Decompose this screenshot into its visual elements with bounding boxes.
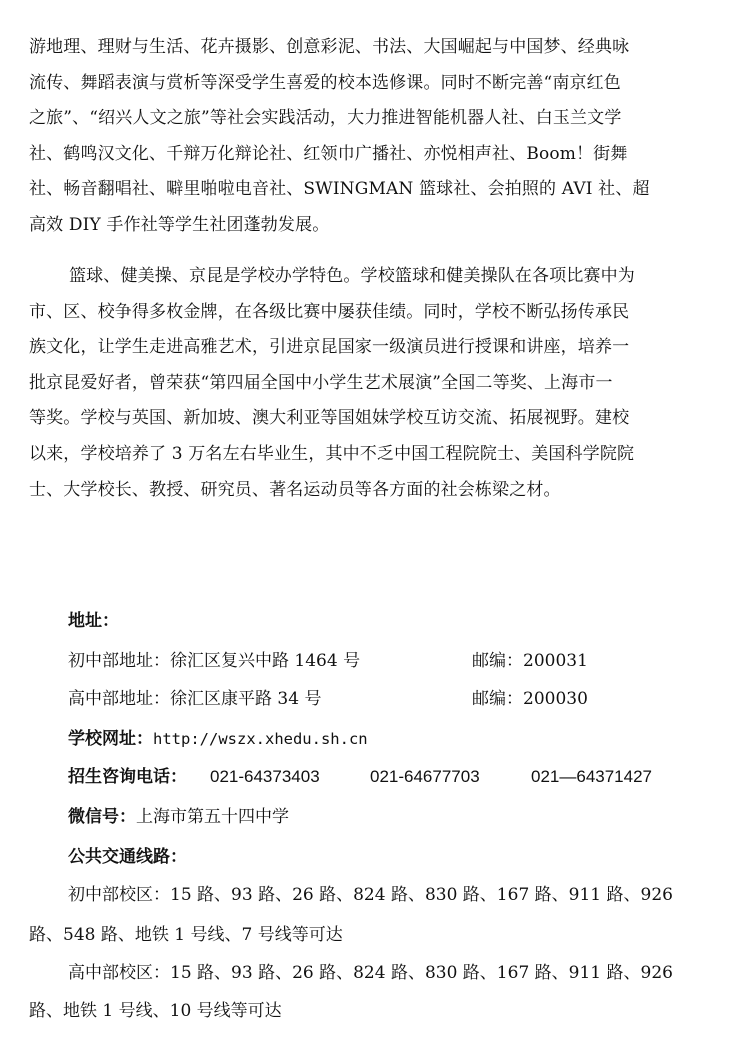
junior-transit-line: 初中部校区：15 路、93 路、26 路、824 路、830 路、167 路、911 路、926 <box>68 885 673 905</box>
phone-row <box>68 763 187 791</box>
paragraph-line: 市、区、校争得多枚金牌，在各级比赛中屡获佳绩。同时，学校不断弘扬传承民 <box>29 301 630 322</box>
wechat-row <box>68 803 289 831</box>
phone-label: 招生咨询电话： <box>68 767 187 787</box>
paragraph-line: 族文化，让学生走进高雅艺术，引进京昆国家一级演员进行授课和讲座，培养一 <box>29 337 630 358</box>
paragraph-line: 士、大学校长、教授、研究员、著名运动员等各方面的社会栋梁之材。 <box>29 479 561 500</box>
transit-heading: 公共交通线路： <box>68 847 187 867</box>
wechat-value: 上海市第五十四中学 <box>136 807 289 827</box>
paragraph-features <box>29 259 723 508</box>
senior-transit-line: 高中部校区：15 路、93 路、26 路、824 路、830 路、167 路、911 路、926 <box>68 963 673 983</box>
junior-postcode: 邮编：200031 <box>472 651 588 671</box>
senior-address: 高中部地址：徐汇区康平路 34 号 <box>68 689 322 709</box>
phone-number: 021-64373403 <box>210 767 320 786</box>
paragraph-line: 社、畅音翻唱社、噼里啪啦电音社、SWINGMAN 篮球社、会拍照的 AVI 社、超 <box>29 179 650 200</box>
paragraph-line: 以来，学校培养了 3 万名左右毕业生，其中不乏中国工程院院士、美国科学院院 <box>29 443 635 464</box>
paragraph-line: 高效 DIY 手作社等学生社团蓬勃发展。 <box>29 214 330 235</box>
senior-transit-line: 路、地铁 1 号线、10 号线等可达 <box>29 1001 282 1021</box>
paragraph-line: 之旅”、“绍兴人文之旅”等社会实践活动，大力推进智能机器人社、白玉兰文学 <box>29 108 622 129</box>
paragraph-line: 流传、舞蹈表演与赏析等深受学生喜爱的校本选修课。同时不断完善“南京红色 <box>29 72 621 93</box>
address-heading: 地址： <box>68 611 119 631</box>
phone-number: 021—64371427 <box>531 767 653 786</box>
website-row <box>68 725 368 753</box>
junior-transit-line: 路、548 路、地铁 1 号线、7 号线等可达 <box>29 925 343 945</box>
paragraph-clubs <box>29 30 723 244</box>
paragraph-line: 等奖。学校与英国、新加坡、澳大利亚等国姐妹学校互访交流、拓展视野。建校 <box>29 408 630 429</box>
website-label: 学校网址： <box>68 729 153 749</box>
website-link[interactable]: http://wszx.xhedu.sh.cn <box>153 730 368 748</box>
paragraph-line: 批京昆爱好者，曾荣获“第四届全国中小学生艺术展演”全国二等奖、上海市一 <box>29 372 613 393</box>
wechat-label: 微信号： <box>68 807 136 827</box>
junior-address: 初中部地址：徐汇区复兴中路 1464 号 <box>68 651 361 671</box>
paragraph-line: 篮球、健美操、京昆是学校办学特色。学校篮球和健美操队在各项比赛中为 <box>69 266 635 286</box>
paragraph-line: 社、鹤鸣汉文化、千辩万化辩论社、红领巾广播社、亦悦相声社、Boom！街舞 <box>29 143 628 164</box>
paragraph-line: 游地理、理财与生活、花卉摄影、创意彩泥、书法、大国崛起与中国梦、经典咏 <box>29 37 630 57</box>
phone-number: 021-64677703 <box>370 767 480 786</box>
senior-postcode: 邮编：200030 <box>472 689 588 709</box>
